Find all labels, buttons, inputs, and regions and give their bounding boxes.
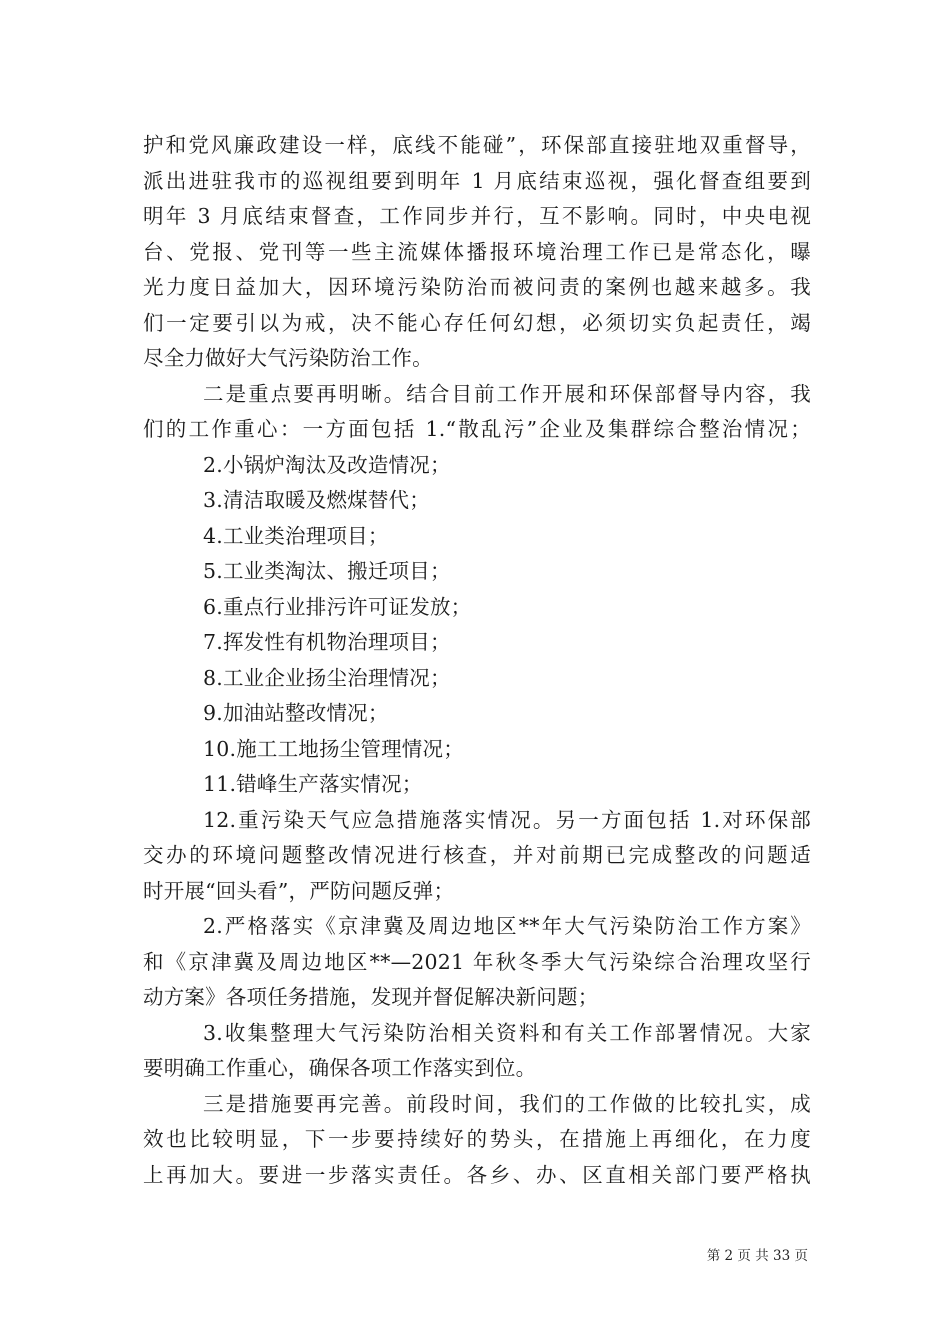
text-line: 6.重点行业排污许可证发放； <box>203 594 472 619</box>
text-line: 11.错峰生产落实情况； <box>203 772 423 796</box>
text-line: 们的工作重心：一方面包括 1.“散乱污”企业及集群综合整治情况； <box>143 417 811 441</box>
text-line: 7.挥发性有机物治理项目； <box>203 630 451 654</box>
text-line: 时开展“回头看”，严防问题反弹； <box>143 878 455 903</box>
text-line: 3.清洁取暖及燃煤替代； <box>203 488 430 512</box>
text-line: 8.工业企业扬尘治理情况； <box>203 665 451 690</box>
text-line: 台、党报、党刊等一些主流媒体播报环境治理工作已是常态化，曝 <box>143 239 811 264</box>
text-line: 2.小锅炉淘汰及改造情况； <box>203 452 451 477</box>
text-line: 效也比较明显，下一步要持续好的势头，在措施上再细化，在力度 <box>143 1127 811 1151</box>
text-line: 和《京津冀及周边地区**—2021 年秋冬季大气污染综合治理攻坚行 <box>143 949 811 974</box>
text-line: 三是措施要再完善。前段时间，我们的工作做的比较扎实，成 <box>203 1091 811 1116</box>
text-line: 4.工业类治理项目； <box>203 523 389 548</box>
document-body <box>143 128 811 1193</box>
text-line: 3.收集整理大气污染防治相关资料和有关工作部署情况。大家 <box>203 1020 811 1045</box>
text-line: 动方案》各项任务措施，发现并督促解决新问题； <box>143 985 599 1009</box>
text-line: 二是重点要再明晰。结合目前工作开展和环保部督导内容，我 <box>203 381 811 406</box>
text-line: 上再加大。要进一步落实责任。各乡、办、区直相关部门要严格执 <box>143 1162 811 1187</box>
text-line: 2.严格落实《京津冀及周边地区**年大气污染防治工作方案》 <box>203 914 811 938</box>
text-line: 尽全力做好大气污染防治工作。 <box>143 346 433 370</box>
text-line: 们一定要引以为戒，决不能心存任何幻想，必须切实负起责任，竭 <box>143 310 811 335</box>
text-line: 9.加油站整改情况； <box>203 701 389 725</box>
text-line: 派出进驻我市的巡视组要到明年 1 月底结束巡视，强化督查组要到 <box>143 168 811 193</box>
text-line: 10.施工工地扬尘管理情况； <box>203 736 464 761</box>
text-line: 明年 3 月底结束督查，工作同步并行，互不影响。同时，中央电视 <box>143 204 811 228</box>
text-line: 5.工业类淘汰、搬迁项目； <box>203 559 451 583</box>
text-line: 光力度日益加大，因环境污染防治而被问责的案例也越来越多。我 <box>143 275 811 299</box>
text-line: 交办的环境问题整改情况进行核查，并对前期已完成整改的问题适 <box>143 843 811 867</box>
text-line: 12.重污染天气应急措施落实情况。另一方面包括 1.对环保部 <box>203 807 811 832</box>
page-number-footer: 第 2 页 共 33 页 <box>706 1248 808 1264</box>
text-line: 要明确工作重心，确保各项工作落实到位。 <box>143 1056 537 1080</box>
text-line: 护和党风廉政建设一样，底线不能碰”，环保部直接驻地双重督导， <box>143 133 811 157</box>
